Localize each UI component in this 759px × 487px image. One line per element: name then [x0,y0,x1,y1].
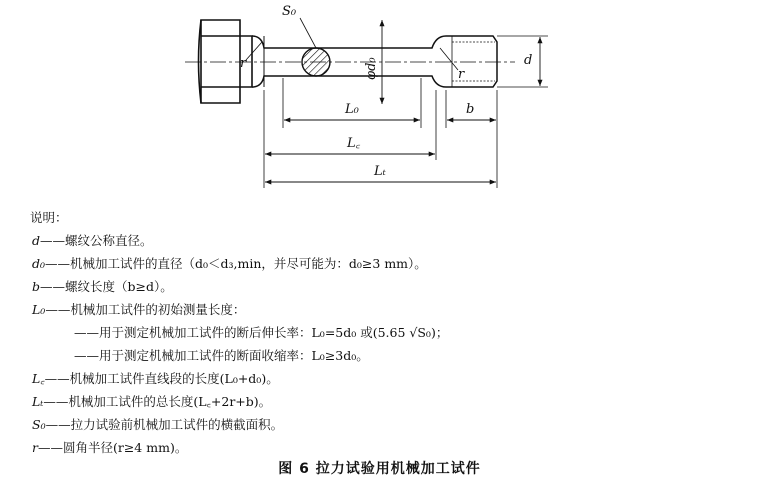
b-label: b [466,102,475,117]
d0-label: φd₀ [364,57,379,80]
l0-label: L₀ [345,102,359,117]
d-label: d [524,53,533,68]
legend-line-s0: S₀——拉力试验前机械加工试件的横截面积。 [32,417,284,432]
legend-line-lc: L꜀——机械加工试件直线段的长度(L₀+d₀)。 [32,371,279,386]
lt-label: Lₜ [374,164,386,179]
legend-line-l0-reduction: ——用于测定机械加工试件的断面收缩率：L₀≥3d₀。 [74,348,369,363]
r-right-label: r [458,67,465,82]
figure-caption: 图 6 拉力试验用机械加工试件 [278,461,481,477]
legend-heading: 说明： [30,210,68,225]
legend-line-lt: Lₜ——机械加工试件的总长度(L꜀+2r+b)。 [32,394,272,409]
legend-line-b: b——螺纹长度（b≥d）。 [32,279,173,294]
legend-line-l0-elongation: ——用于测定机械加工试件的断后伸长率：L₀=5d₀ 或(5.65 √S₀)； [74,325,449,340]
legend-line-l0: L₀——机械加工试件的初始测量长度： [32,302,246,317]
lc-label: L꜀ [347,136,361,151]
legend-line-d: d——螺纹公称直径。 [32,233,153,248]
r-left-label: r [240,56,247,71]
legend-line-d0: d₀——机械加工试件的直径（d₀＜d₃,min，并尽可能为：d₀≥3 mm）。 [32,256,427,271]
s0-label: S₀ [282,4,297,19]
legend-line-r: r——圆角半径(r≥4 mm)。 [32,440,188,455]
